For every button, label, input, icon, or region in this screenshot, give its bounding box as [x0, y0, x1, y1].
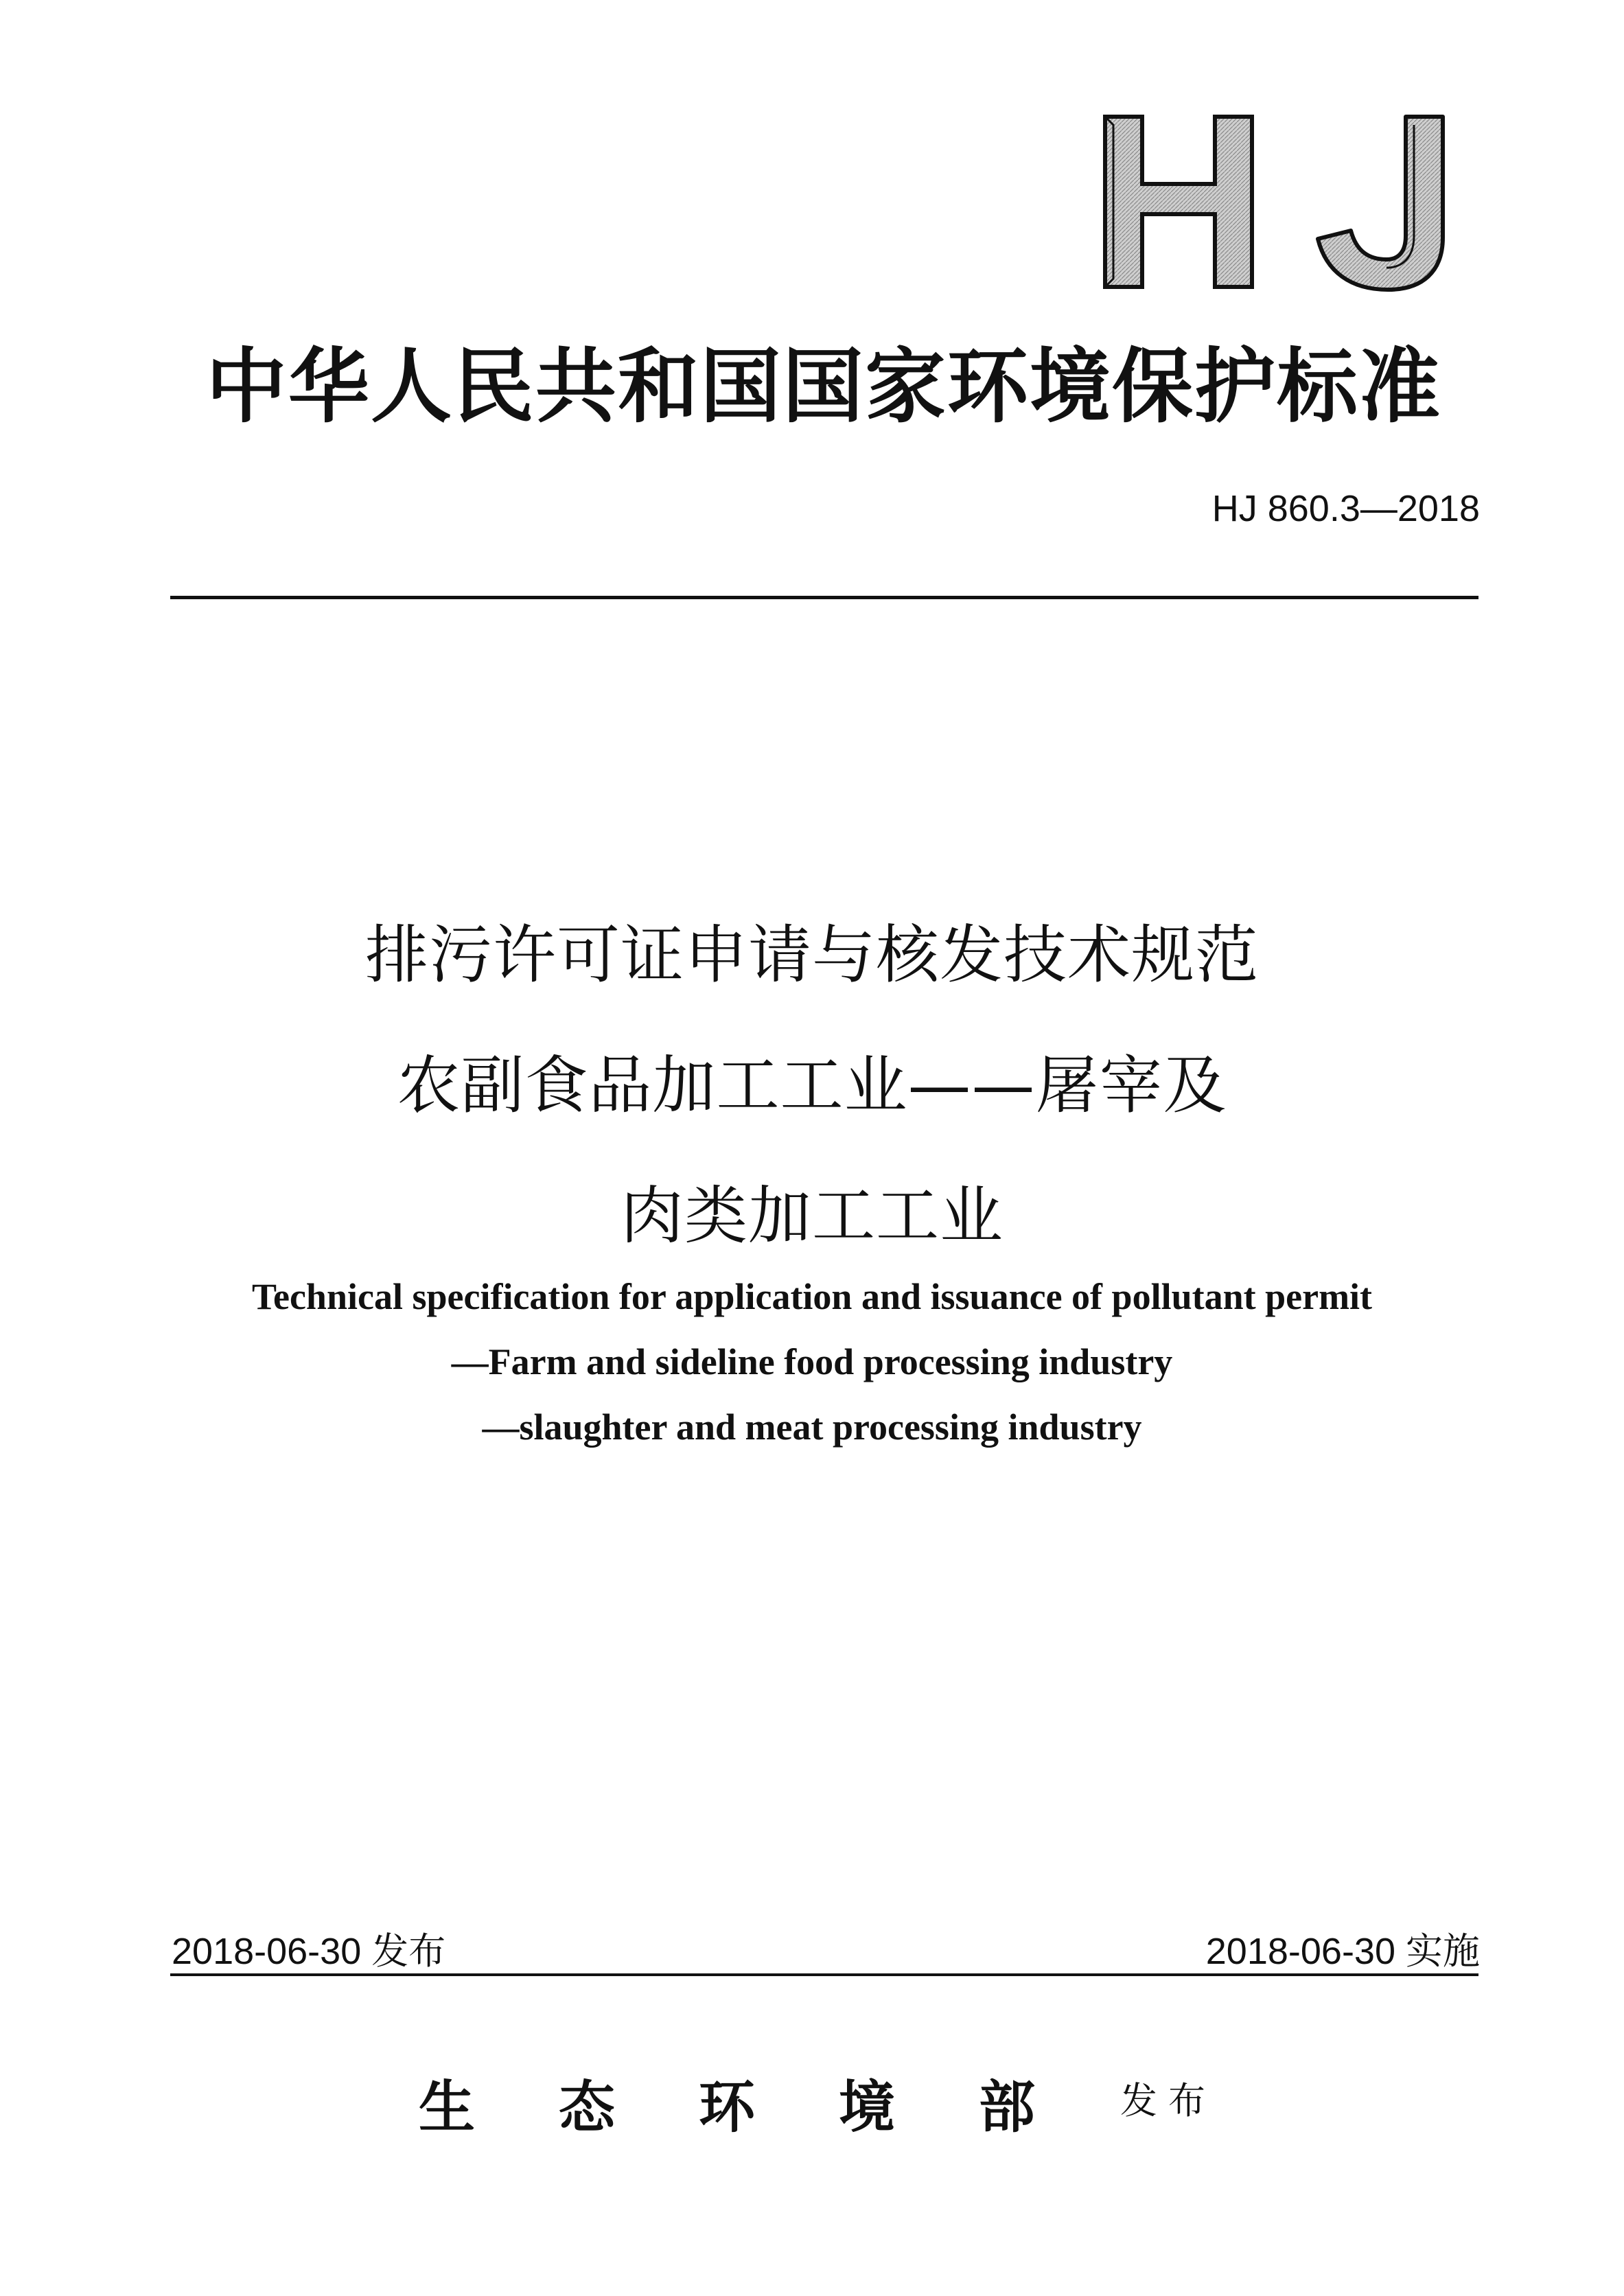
cn-title-line-1: 排污许可证申请与核发技术规范: [364, 918, 1259, 992]
hj-logo: [1097, 110, 1461, 295]
en-title-line-1: Technical specification for application and issuance of pollutant permit: [251, 1276, 1373, 1317]
implementation-date: 2018-06-30 实施: [1205, 1931, 1480, 1972]
logo-letter-h: [1105, 117, 1252, 287]
issuing-body-title: 中华人民共和国国家环境保护标准: [205, 338, 1441, 434]
en-title-line-3: —slaughter and meat processing industry: [482, 1406, 1142, 1448]
publisher-suffix: 发布: [1120, 2079, 1216, 2122]
cn-title-line-2: 农副食品加工工业——屠宰及: [397, 1049, 1227, 1122]
cn-title-line-3: 肉类加工工业: [620, 1179, 1004, 1253]
issue-date: 2018-06-30 发布: [172, 1931, 446, 1972]
publisher-name: 生态环境部: [419, 2074, 1120, 2140]
header-divider: [170, 596, 1478, 599]
en-title-line-2: —Farm and sideline food processing industry: [451, 1341, 1173, 1382]
logo-letter-j: [1318, 117, 1443, 290]
footer-divider: [170, 1973, 1478, 1976]
standard-number: HJ 860.3—2018: [1211, 488, 1480, 529]
